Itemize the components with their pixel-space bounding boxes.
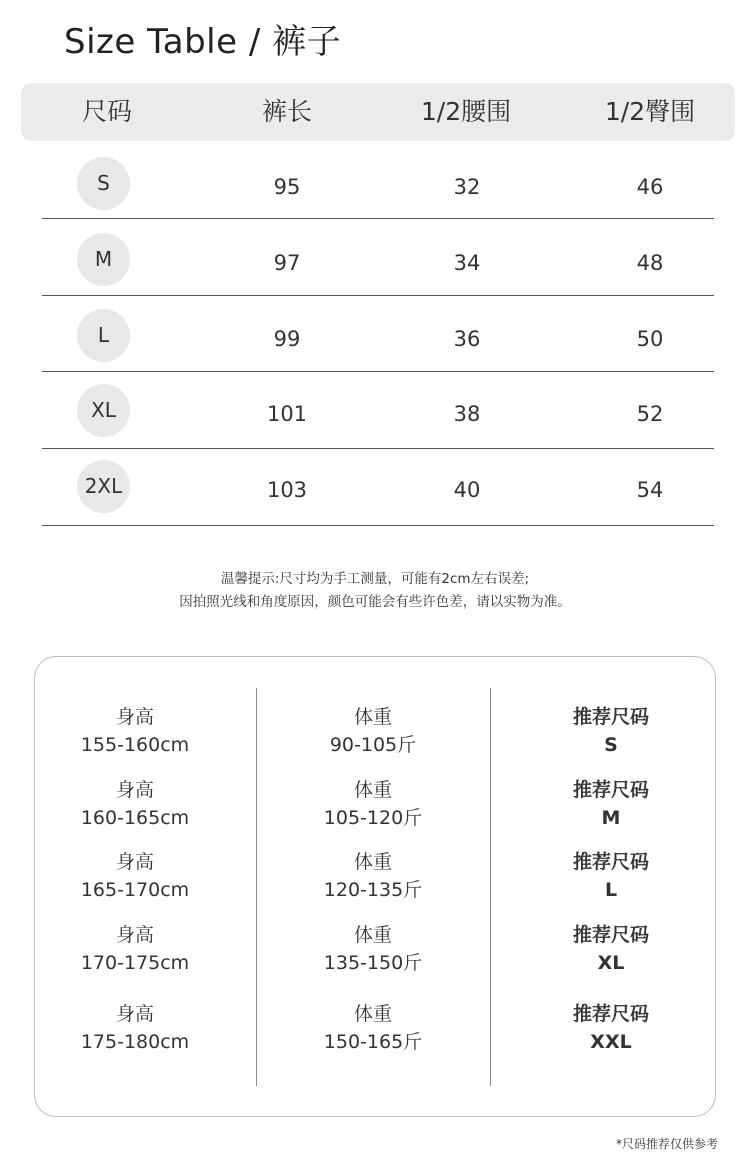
height-cell	[15, 921, 255, 977]
height-cell	[15, 776, 255, 832]
recommended-size-cell	[491, 776, 731, 832]
cell-length: 99	[273, 327, 301, 351]
height-value: 175-180cm	[80, 1031, 190, 1053]
height-value: 170-175cm	[80, 952, 190, 974]
recommended-size-label: 推荐尺码	[572, 779, 649, 801]
weight-value: 90-105斤	[329, 734, 417, 756]
cell-waist: 32	[453, 175, 481, 199]
weight-value: 150-165斤	[323, 1031, 423, 1053]
height-value: 155-160cm	[80, 734, 190, 756]
footnote: *尺码推荐仅供参考	[615, 1137, 718, 1151]
cell-length: 97	[273, 251, 301, 275]
size-badge: L	[77, 309, 130, 362]
weight-value: 120-135斤	[323, 879, 423, 901]
height-label: 身高	[115, 706, 154, 728]
height-cell	[15, 848, 255, 904]
recommended-size-value: S	[604, 734, 618, 756]
measurement-note: 温馨提示:尺寸均为手工测量，可能有2cm左右误差;	[220, 571, 530, 587]
height-value: 160-165cm	[80, 807, 190, 829]
recommended-size-cell	[491, 1000, 731, 1056]
weight-cell	[253, 848, 493, 904]
page-title: Size Table / 裤子	[64, 22, 342, 62]
size-badge: XL	[77, 384, 130, 437]
height-label: 身高	[115, 779, 154, 801]
height-label: 身高	[115, 924, 154, 946]
cell-waist: 36	[453, 327, 481, 351]
weight-cell	[253, 1000, 493, 1056]
weight-cell	[253, 703, 493, 759]
weight-value: 135-150斤	[323, 952, 423, 974]
recommended-size-label: 推荐尺码	[572, 924, 649, 946]
recommended-size-value: M	[601, 807, 621, 829]
size-table-header	[21, 83, 735, 141]
cell-length: 95	[273, 175, 301, 199]
recommended-size-value: XXL	[590, 1031, 632, 1053]
header-half-hip: 1/2臀围	[604, 97, 696, 126]
table-row	[42, 296, 714, 372]
recommended-size-label: 推荐尺码	[572, 851, 649, 873]
cell-length: 101	[266, 402, 308, 426]
cell-waist: 34	[453, 251, 481, 275]
recommended-size-cell	[491, 921, 731, 977]
table-row	[42, 142, 714, 219]
weight-cell	[253, 776, 493, 832]
weight-label: 体重	[353, 779, 392, 801]
height-cell	[15, 1000, 255, 1056]
weight-label: 体重	[353, 851, 392, 873]
recommended-size-value: L	[604, 879, 618, 901]
table-row	[42, 449, 714, 526]
weight-label: 体重	[353, 924, 392, 946]
weight-cell	[253, 921, 493, 977]
color-note: 因拍照光线和角度原因，颜色可能会有些许色差，请以实物为准。	[179, 594, 571, 610]
recommended-size-label: 推荐尺码	[572, 706, 649, 728]
header-size: 尺码	[81, 97, 132, 126]
table-row	[42, 219, 714, 296]
weight-label: 体重	[353, 1003, 392, 1025]
cell-hip: 50	[636, 327, 664, 351]
header-half-waist: 1/2腰围	[420, 97, 512, 126]
weight-value: 105-120斤	[323, 807, 423, 829]
height-value: 165-170cm	[80, 879, 190, 901]
cell-hip: 52	[636, 402, 664, 426]
size-badge: M	[77, 233, 130, 286]
cell-hip: 54	[636, 478, 664, 502]
header-length: 裤长	[261, 97, 312, 126]
weight-label: 体重	[353, 706, 392, 728]
recommended-size-label: 推荐尺码	[572, 1003, 649, 1025]
cell-waist: 40	[453, 478, 481, 502]
table-row	[42, 372, 714, 449]
height-label: 身高	[115, 851, 154, 873]
cell-hip: 46	[636, 175, 664, 199]
size-badge: S	[77, 157, 130, 210]
height-cell	[15, 703, 255, 759]
height-label: 身高	[115, 1003, 154, 1025]
size-badge: 2XL	[77, 460, 130, 513]
cell-waist: 38	[453, 402, 481, 426]
recommended-size-cell	[491, 848, 731, 904]
cell-hip: 48	[636, 251, 664, 275]
cell-length: 103	[266, 478, 308, 502]
recommended-size-cell	[491, 703, 731, 759]
recommended-size-value: XL	[597, 952, 625, 974]
